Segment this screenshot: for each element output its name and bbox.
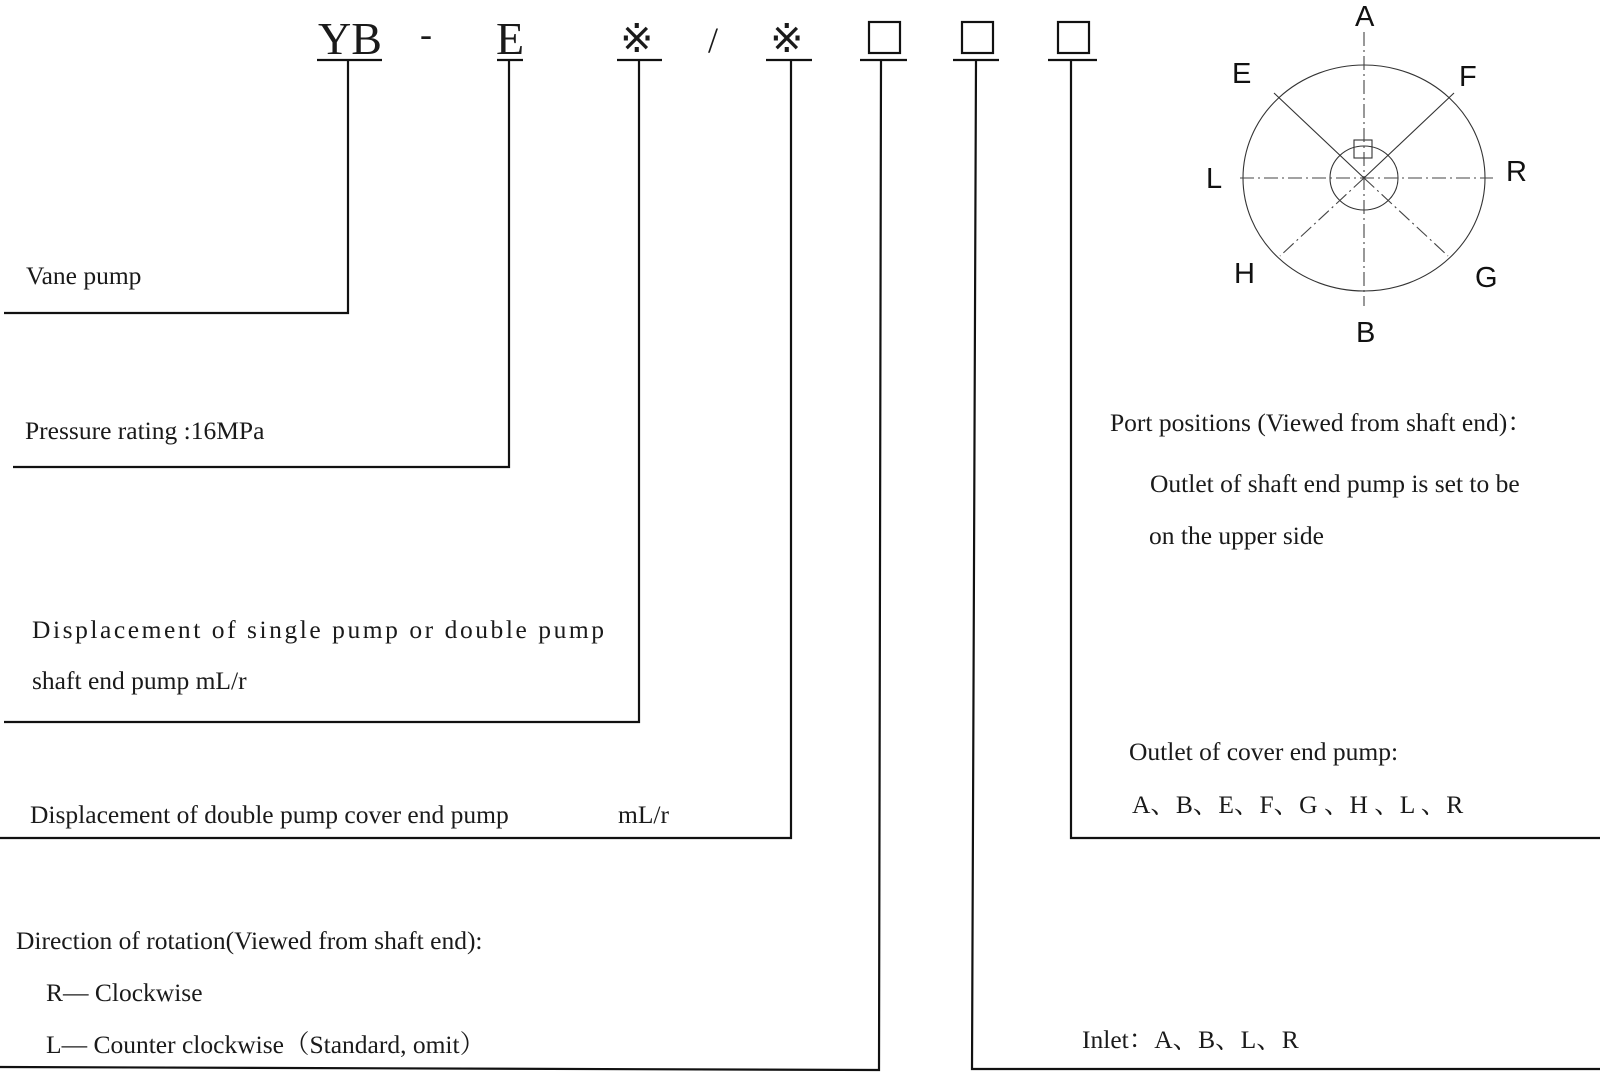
label-outlet-cover-values: A、B、E、F、G 、H 、L 、R — [1132, 790, 1464, 819]
port-label-e: E — [1232, 58, 1252, 90]
code-series: YB — [318, 13, 382, 64]
diagonal-e — [1274, 93, 1364, 178]
port-label-b: B — [1356, 317, 1376, 349]
label-displacement-double-unit: mL/r — [618, 800, 669, 829]
diagonal-h — [1280, 178, 1364, 256]
port-label-h: H — [1234, 258, 1255, 290]
label-rotation-title: Direction of rotation(Viewed from shaft end): — [16, 926, 483, 955]
label-vane-pump: Vane pump — [26, 261, 142, 290]
code-displacement-1: ※ — [620, 16, 654, 62]
label-displacement-double: Displacement of double pump cover end pump — [30, 800, 509, 829]
leader-inlet — [972, 60, 1600, 1069]
code-box-inlet — [962, 22, 993, 53]
code-dash: - — [420, 14, 432, 54]
port-label-a: A — [1355, 1, 1375, 33]
label-displacement-single-line1: Displacement of single pump or double pump — [32, 615, 604, 644]
label-pressure-rating: Pressure rating :16MPa — [25, 416, 265, 445]
label-outlet-cover-title: Outlet of cover end pump: — [1129, 737, 1399, 766]
label-rotation-clockwise: R— Clockwise — [46, 978, 203, 1007]
code-box-outlet — [1058, 22, 1089, 53]
code-slash: / — [708, 20, 719, 60]
port-position-diagram — [1206, 1, 1527, 349]
port-label-l: L — [1206, 163, 1223, 195]
port-label-f: F — [1459, 61, 1477, 93]
label-port-positions-line1: Outlet of shaft end pump is set to be — [1150, 469, 1520, 498]
code-pressure: E — [496, 13, 525, 64]
label-displacement-single-line2: shaft end pump mL/r — [32, 666, 247, 695]
port-label-g: G — [1475, 262, 1498, 294]
port-label-r: R — [1506, 156, 1527, 188]
diagonal-f — [1364, 93, 1454, 178]
leader-rotation — [0, 60, 881, 1070]
code-displacement-2: ※ — [770, 16, 804, 62]
shaft-key — [1354, 140, 1372, 158]
label-port-positions-line2: on the upper side — [1149, 521, 1324, 550]
diagonal-g — [1364, 178, 1448, 256]
code-box-rotation — [869, 22, 900, 53]
label-rotation-counter: L— Counter clockwise（Standard, omit） — [46, 1030, 486, 1059]
label-inlet: Inlet：A、B、L、R — [1082, 1025, 1299, 1054]
label-port-positions-title: Port positions (Viewed from shaft end)： — [1110, 408, 1533, 437]
